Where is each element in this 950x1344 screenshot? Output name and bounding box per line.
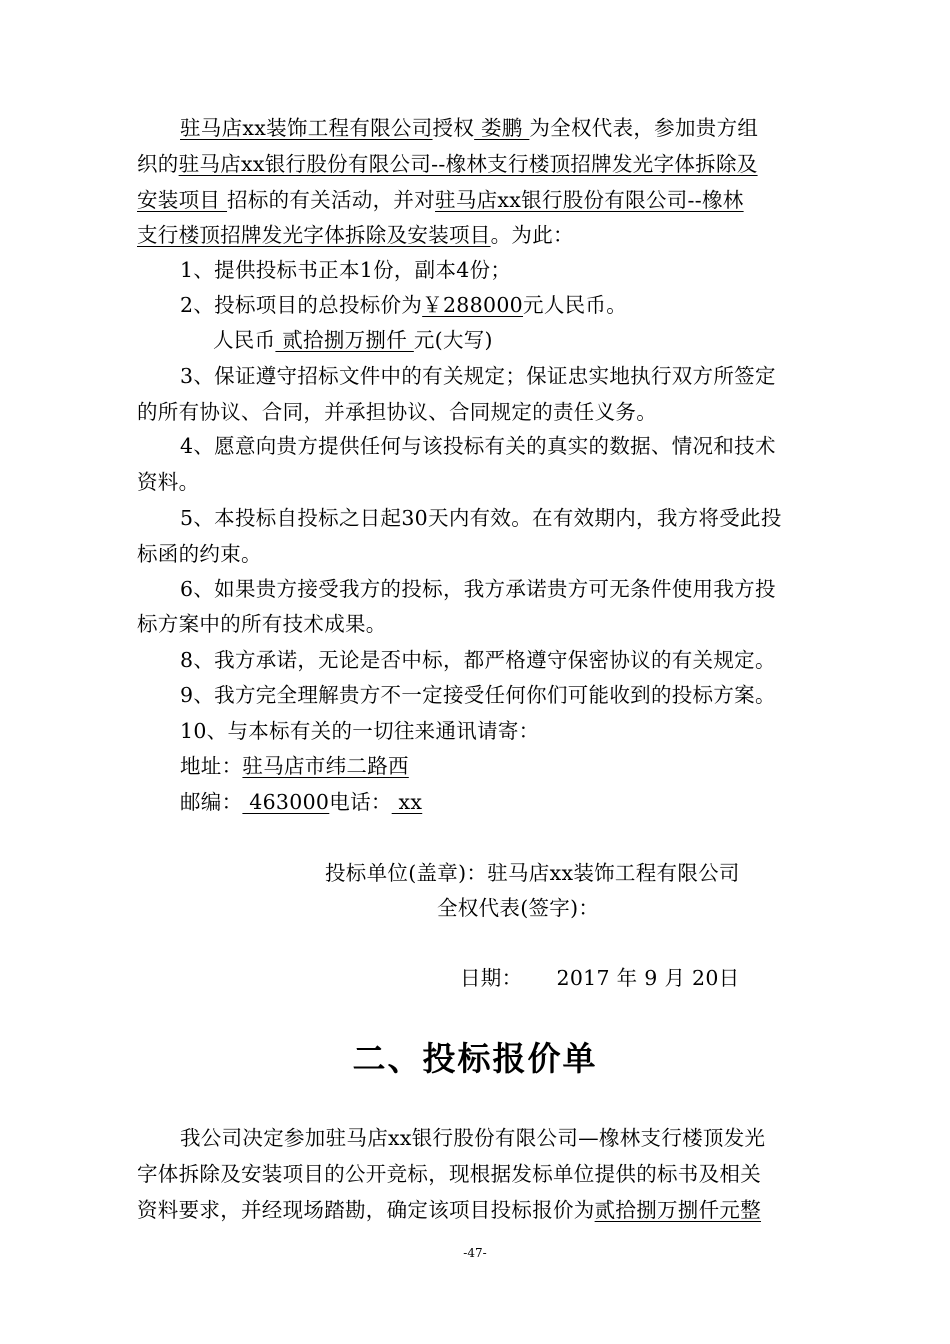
item-8: 8、我方承诺，无论是否中标，都严格遵守保密协议的有关规定。: [180, 648, 776, 672]
representative-signature-line: 全权代表(签字)：: [437, 896, 600, 920]
quote-amount-uppercase: 贰拾捌万捌仟元整: [594, 1198, 762, 1222]
item-4-line-1: 4、愿意向贵方提供任何与该投标有关的真实的数据、情况和技术: [180, 434, 776, 458]
authorization-line-1: 驻马店xx装饰工程有限公司授权 娄鹏 为全权代表，参加贵方组: [180, 116, 759, 140]
item-10: 10、与本标有关的一切往来通讯请寄：: [180, 719, 540, 743]
bidder-signature-line: 投标单位(盖章)：驻马店xx装饰工程有限公司: [325, 861, 740, 885]
total-price: ￥288000: [422, 293, 524, 317]
item-5-line-1: 5、本投标自投标之日起30天内有效。在有效期内，我方将受此投: [180, 506, 782, 530]
phone-value: xx: [391, 790, 423, 814]
item-5-line-2: 标函的约束。: [137, 542, 262, 566]
item-6-line-1: 6、如果贵方接受我方的投标，我方承诺贵方可无条件使用我方投: [180, 577, 776, 601]
postcode-phone-line: 邮编： 463000电话： xx: [180, 790, 423, 814]
representative-name: 娄鹏: [474, 116, 530, 140]
section-heading: 二、投标报价单: [352, 1039, 598, 1078]
item-3-line-1: 3、保证遵守招标文件中的有关规定；保证忠实地执行双方所签定: [180, 364, 776, 388]
item-9: 9、我方完全理解贵方不一定接受任何你们可能收到的投标方案。: [180, 683, 776, 707]
quote-paragraph-line-2: 字体拆除及安装项目的公开竞标，现根据发标单位提供的标书及相关: [137, 1162, 761, 1186]
date-line: 日期： 2017 年 9 月 20日: [460, 966, 740, 990]
page-number: -47-: [463, 1246, 487, 1260]
address-value: 驻马店市纬二路西: [242, 754, 409, 778]
quote-paragraph-line-3: 资料要求，并经现场踏勘，确定该项目投标报价为贰拾捌万捌仟元整: [137, 1198, 762, 1222]
project-name-repeat: 驻马店xx银行股份有限公司--橡林: [435, 188, 744, 212]
item-2: 2、投标项目的总投标价为￥288000元人民币。: [180, 293, 628, 317]
address-line: 地址：驻马店市纬二路西: [180, 754, 409, 778]
quote-paragraph-line-1: 我公司决定参加驻马店xx银行股份有限公司—橡林支行楼顶发光: [180, 1126, 766, 1150]
authorization-line-3: 安装项目 招标的有关活动，并对驻马店xx银行股份有限公司--橡林: [137, 188, 744, 212]
authorization-line-4: 支行楼顶招牌发光字体拆除及安装项目。为此：: [137, 223, 574, 247]
price-in-words: 人民币 贰拾捌万捌仟 元(大写): [213, 328, 493, 352]
item-6-line-2: 标方案中的所有技术成果。: [137, 612, 387, 636]
item-4-line-2: 资料。: [137, 470, 200, 494]
postcode-value: 463000: [242, 790, 330, 814]
bidder-company-name: 驻马店xx装饰工程有限公司: [180, 116, 433, 140]
price-uppercase: 贰拾捌万捌仟: [275, 328, 414, 352]
project-name: 驻马店xx银行股份有限公司--橡林支行楼顶招牌发光字体拆除及: [178, 152, 758, 176]
item-3-line-2: 的所有协议、合同，并承担协议、合同规定的责任义务。: [137, 400, 657, 424]
item-1: 1、提供投标书正本1份，副本4份；: [180, 258, 512, 282]
authorization-line-2: 织的驻马店xx银行股份有限公司--橡林支行楼顶招牌发光字体拆除及: [137, 152, 758, 176]
